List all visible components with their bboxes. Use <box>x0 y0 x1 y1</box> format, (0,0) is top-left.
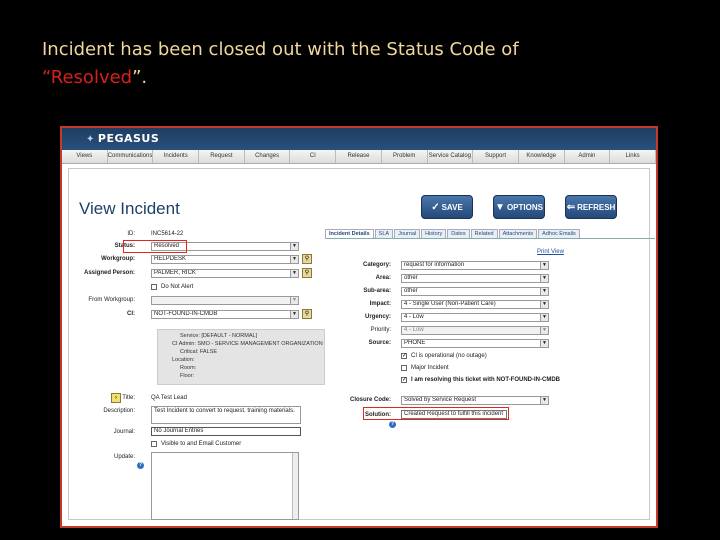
nav-links[interactable]: Links <box>610 150 656 163</box>
nav-request[interactable]: Request <box>199 150 245 163</box>
source-value: PHONE <box>404 340 426 346</box>
options-button[interactable] <box>493 195 545 219</box>
scrollbar[interactable] <box>292 453 298 519</box>
tab-dates[interactable]: Dates <box>447 229 469 238</box>
id-value: INC5614-22 <box>151 231 184 237</box>
nav-knowledge[interactable]: Knowledge <box>519 150 565 163</box>
chevron-down-icon: ▼ <box>290 270 298 277</box>
print-view-link[interactable]: Print View <box>537 249 564 255</box>
nav-support[interactable]: Support <box>473 150 519 163</box>
workgroup-value: HELPDESK <box>154 256 187 262</box>
solution-highlight <box>363 407 509 420</box>
nav-admin[interactable]: Admin <box>565 150 611 163</box>
tab-related[interactable]: Related <box>471 229 498 238</box>
category-label: Category: <box>362 262 391 268</box>
slide-title-quote-open: “ <box>42 67 51 88</box>
assigned-person-label: Assigned Person: <box>83 270 135 276</box>
nav-service-catalog[interactable]: Service Catalog <box>428 150 474 163</box>
impact-value: 4 - Single User (Non-Patient Care) <box>404 301 496 307</box>
slide-title-text: Incident has been closed out with the Status Code of <box>42 39 519 60</box>
slide-title-quote-close: ”. <box>132 67 148 88</box>
visible-email-label: Visible to and Email Customer <box>161 441 242 447</box>
chevron-down-icon: ▼ <box>540 288 548 295</box>
nav-incidents[interactable]: Incidents <box>153 150 199 163</box>
closure-code-value: Solved by Service Request <box>404 397 477 403</box>
chevron-down-icon: ▼ <box>290 297 298 304</box>
visible-email-checkbox[interactable] <box>151 441 157 447</box>
subarea-value: other <box>404 288 418 294</box>
nav-release[interactable]: Release <box>336 150 382 163</box>
area-value: other <box>404 275 418 281</box>
ci-info-admin: CI Admin: SMO - SERVICE MANAGEMENT ORGANIZATION <box>172 341 323 347</box>
description-field[interactable]: Test Incident to convert to request. training materials. <box>151 406 301 424</box>
from-workgroup-label: From Workgroup: <box>88 297 135 303</box>
ci-info-floor: Floor: <box>180 373 195 379</box>
title-value[interactable]: QA Test Lead <box>151 395 187 401</box>
ci-info-room: Room: <box>180 365 197 371</box>
status-value: Resolved <box>154 243 180 249</box>
assigned-person-value: PALMER, RICK <box>154 270 196 276</box>
tab-history[interactable]: History <box>421 229 446 238</box>
ci-operational-checkbox[interactable]: ✓ <box>402 353 408 359</box>
major-incident-label: Major Incident <box>411 365 449 371</box>
status-highlight <box>123 240 187 253</box>
ci-label: CI: <box>127 311 135 317</box>
area-select[interactable] <box>401 274 549 283</box>
major-incident-checkbox[interactable] <box>401 365 407 371</box>
nav-changes[interactable]: Changes <box>245 150 291 163</box>
chevron-down-icon: ▼ <box>540 262 548 269</box>
options-arrow-icon: ▼ <box>495 201 505 213</box>
nav-problem[interactable]: Problem <box>382 150 428 163</box>
workgroup-select[interactable] <box>151 255 299 264</box>
status-label: Status: <box>114 243 135 249</box>
chevron-down-icon: ▼ <box>290 243 298 250</box>
refresh-arrow-icon: ⇐ <box>566 201 576 213</box>
tab-incident-details[interactable]: Incident Details <box>325 229 374 238</box>
tab-sla[interactable]: SLA <box>375 229 393 238</box>
title-label: Title: <box>122 395 135 401</box>
urgency-select[interactable] <box>401 313 549 322</box>
priority-label: Priority: <box>370 327 391 333</box>
do-not-alert-label: Do Not Alert <box>161 284 194 290</box>
chevron-down-icon: ▼ <box>290 311 298 318</box>
update-label: Update: <box>113 454 135 460</box>
tab-adhoc-emails[interactable]: Adhoc Emails <box>538 229 580 238</box>
urgency-value: 4 - Low <box>404 314 424 320</box>
solution-help-icon[interactable]: ? <box>390 421 395 427</box>
impact-label: Impact: <box>369 301 391 307</box>
nav-ci[interactable]: CI <box>290 150 336 163</box>
category-select[interactable] <box>401 261 549 270</box>
person-lookup-icon[interactable]: ⚲ <box>302 268 312 278</box>
urgency-label: Urgency: <box>364 314 391 320</box>
chevron-down-icon: ▼ <box>540 340 548 347</box>
ci-info-box <box>157 329 325 385</box>
page-title: View Incident <box>79 199 180 218</box>
brand-name: PEGASUS <box>97 132 160 145</box>
closure-code-label: Closure Code: <box>349 397 391 403</box>
brand-bar <box>62 128 656 150</box>
journal-field[interactable]: No Journal Entries <box>151 427 301 436</box>
title-template-icon[interactable]: › <box>111 393 121 403</box>
chevron-down-icon: ▼ <box>540 397 548 404</box>
closure-code-select[interactable] <box>401 396 549 405</box>
brand-logo[interactable] <box>86 132 159 145</box>
area-label: Area: <box>375 275 391 281</box>
source-select[interactable] <box>401 339 549 348</box>
nav-views[interactable]: Views <box>62 150 108 163</box>
incident-panel <box>68 168 650 520</box>
subarea-label: Sub-area: <box>363 288 391 294</box>
ci-value: NOT-FOUND-IN-CMDB <box>154 311 218 317</box>
source-label: Source: <box>368 340 391 346</box>
impact-select[interactable] <box>401 300 549 309</box>
solution-label: Solution: <box>365 412 391 418</box>
slide-title <box>42 36 682 92</box>
do-not-alert-checkbox[interactable] <box>151 284 157 290</box>
priority-select[interactable] <box>401 326 549 335</box>
assigned-person-select[interactable] <box>151 269 299 278</box>
priority-value: 4 - Low <box>404 327 424 333</box>
chevron-down-icon: ▼ <box>540 275 548 282</box>
ci-info-critical: Critical: FALSE <box>180 349 217 355</box>
ci-info-service: Service: [DEFAULT - NORMAL] <box>180 333 258 339</box>
from-workgroup-select[interactable] <box>151 296 299 305</box>
checkmark-icon: ✓ <box>431 201 440 213</box>
options-label: OPTIONS <box>506 202 543 212</box>
update-textarea[interactable] <box>151 452 299 520</box>
ci-lookup-icon[interactable]: ⚲ <box>302 309 312 319</box>
resolving-not-found-checkbox[interactable]: ✓ <box>402 377 408 383</box>
id-label: ID: <box>127 231 135 237</box>
nav-communications[interactable]: Communications <box>108 150 154 163</box>
chevron-down-icon: ▼ <box>540 314 548 321</box>
tab-attachments[interactable]: Attachments <box>499 229 538 238</box>
app-window <box>60 126 658 528</box>
chevron-down-icon: ▼ <box>540 301 548 308</box>
subarea-select[interactable] <box>401 287 549 296</box>
save-button[interactable] <box>421 195 473 219</box>
pegasus-wing-icon: ✦ <box>86 134 95 145</box>
journal-label: Journal: <box>113 429 135 435</box>
solution-field[interactable]: Created Request to fulfill this incident <box>401 410 507 419</box>
ci-select[interactable] <box>151 310 299 319</box>
tab-journal[interactable]: Journal <box>394 229 420 238</box>
workgroup-label: Workgroup: <box>101 256 135 262</box>
chevron-down-icon: ▼ <box>290 256 298 263</box>
save-label: SAVE <box>441 202 463 212</box>
refresh-label: REFRESH <box>577 202 616 212</box>
category-value: request for information <box>404 262 465 268</box>
description-label: Description: <box>103 408 135 414</box>
resolving-not-found-label: I am resolving this ticket with NOT-FOUND-IN-CMDB <box>411 377 561 383</box>
update-help-icon[interactable]: ? <box>138 462 143 468</box>
refresh-button[interactable] <box>565 195 617 219</box>
workgroup-lookup-icon[interactable]: ⚲ <box>302 254 312 264</box>
ci-info-location: Location: <box>172 357 195 363</box>
slide-title-status: Resolved <box>50 67 133 88</box>
detail-tabs <box>325 229 655 239</box>
ci-operational-label: CI is operational (no outage) <box>411 353 487 359</box>
chevron-down-icon: ▼ <box>540 327 548 334</box>
main-nav <box>62 150 656 164</box>
